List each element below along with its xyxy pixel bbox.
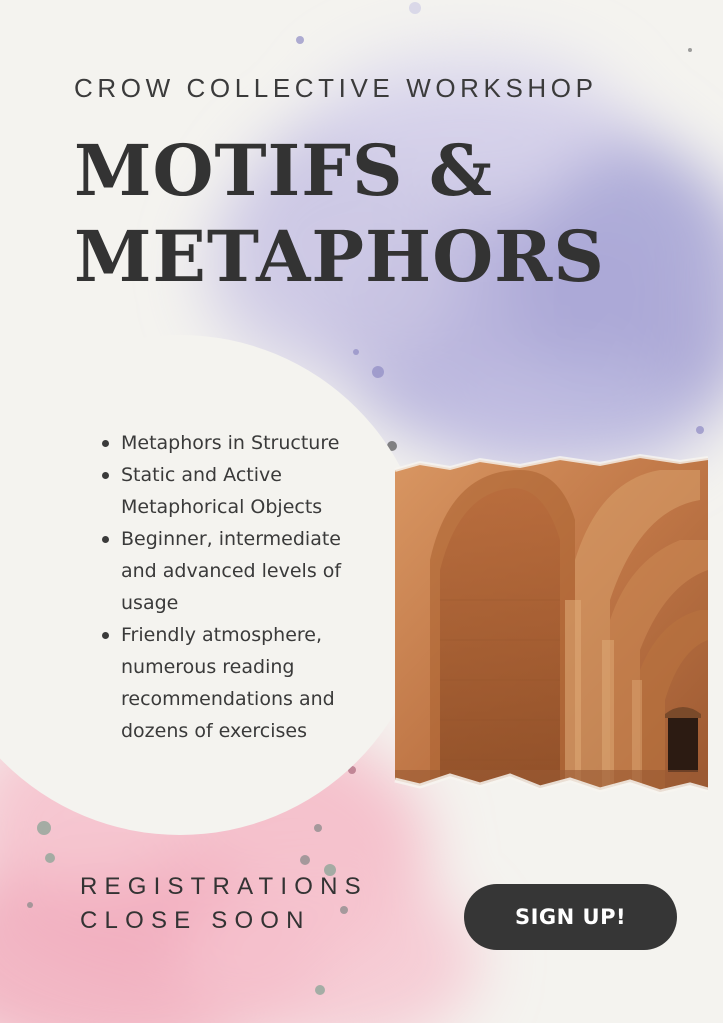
sign-up-button[interactable]: SIGN UP! xyxy=(464,884,677,950)
feature-item: Beginner, intermediate and advanced levels of usage xyxy=(100,523,375,619)
workshop-label: CROW COLLECTIVE WORKSHOP xyxy=(74,73,598,103)
registration-notice xyxy=(80,870,368,938)
registration-line-1: REGISTRATIONS xyxy=(80,873,368,900)
arches-photo xyxy=(395,450,715,800)
registration-line-2: CLOSE SOON xyxy=(80,907,311,934)
feature-item: Metaphors in Structure xyxy=(100,427,375,459)
title-line-2: METAPHORS xyxy=(74,215,605,298)
feature-list xyxy=(100,427,375,747)
feature-item: Static and Active Metaphorical Objects xyxy=(100,459,375,523)
title-line-1: MOTIFS & xyxy=(74,129,494,212)
workshop-title xyxy=(74,128,605,300)
feature-item: Friendly atmosphere, numerous reading recommendations and dozens of exercises xyxy=(100,619,375,747)
